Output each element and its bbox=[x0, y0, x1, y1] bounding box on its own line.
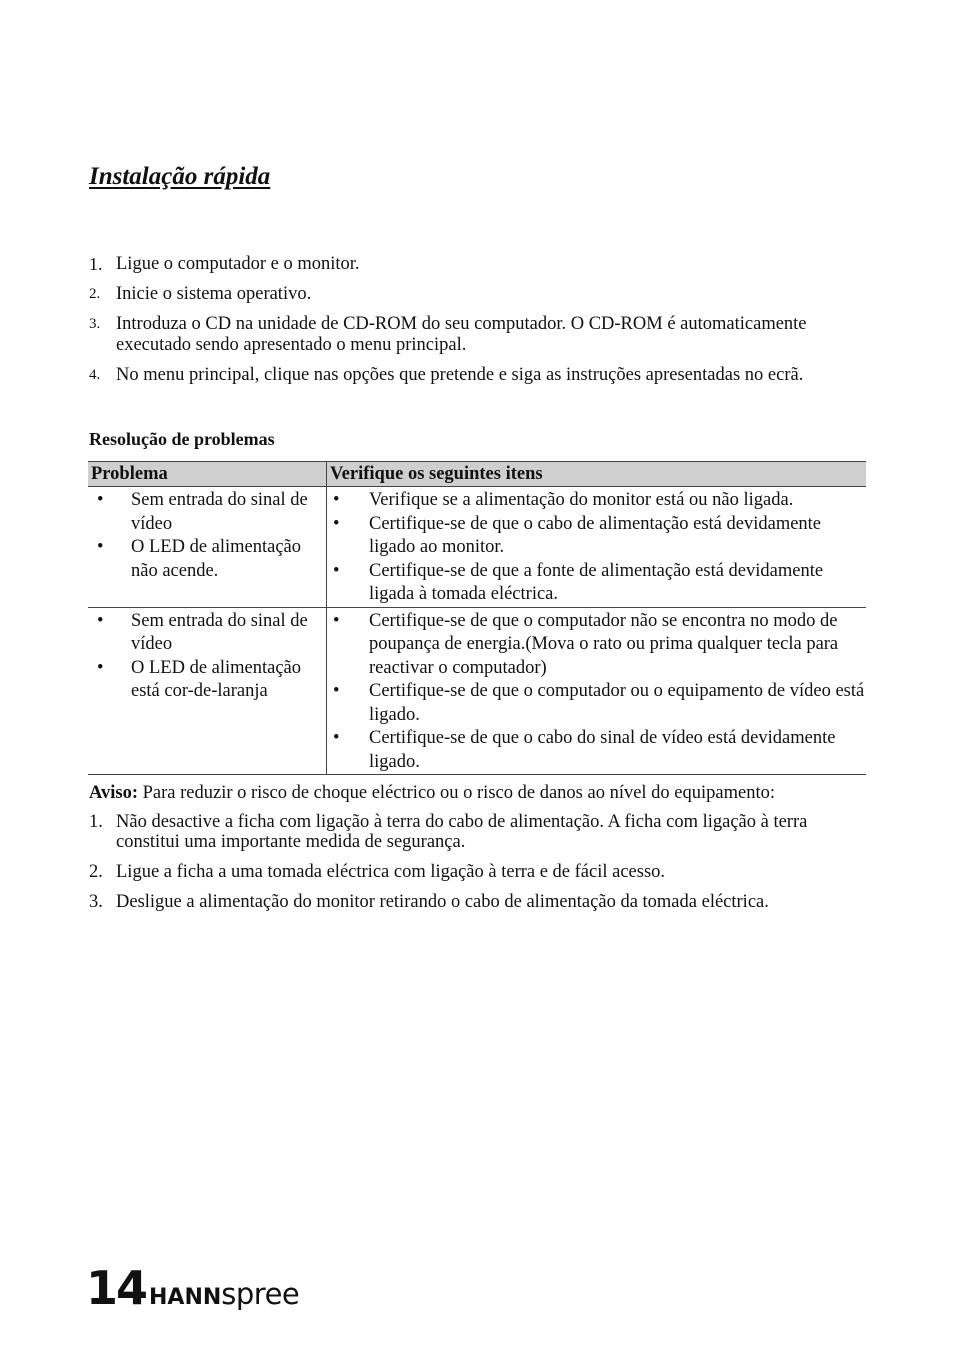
list-item bbox=[89, 812, 849, 852]
page-title: Instalação rápida bbox=[89, 163, 271, 190]
list-item bbox=[89, 365, 869, 386]
note-number: 3. bbox=[89, 892, 103, 912]
column-header-problem: Problema bbox=[88, 462, 327, 487]
step-number: 1. bbox=[89, 254, 103, 274]
step-text: No menu principal, clique nas opções que pretende e siga as instruções apresentadas no ecrã. bbox=[116, 365, 804, 385]
page-number: 14 bbox=[86, 1261, 147, 1315]
brand-logo-bold: HANN bbox=[149, 1285, 222, 1310]
list-item bbox=[89, 892, 849, 912]
table-row bbox=[88, 607, 866, 775]
table-row bbox=[88, 487, 866, 608]
note-text: Não desactive a ficha com ligação à terra do cabo de alimentação. A ficha com ligação à terra constitui uma importante medida de segurança. bbox=[116, 812, 808, 852]
warning-list bbox=[89, 812, 849, 922]
check-cell bbox=[327, 487, 867, 608]
step-number: 4. bbox=[89, 367, 101, 383]
note-number: 2. bbox=[89, 862, 103, 882]
brand-logo-light: spree bbox=[221, 1277, 300, 1311]
check-item: • Certifique-se de que o cabo do sinal de vídeo está devidamente ligado. bbox=[327, 727, 866, 774]
troubleshooting-heading: Resolução de problemas bbox=[89, 429, 275, 449]
list-item bbox=[89, 314, 869, 356]
step-text: Introduza o CD na unidade de CD-ROM do seu computador. O CD-ROM é automaticamente executado sendo apresentado o menu principal. bbox=[116, 314, 807, 355]
check-item: • Certifique-se de que a fonte de alimentação está devidamente ligada à tomada eléctrica. bbox=[327, 560, 866, 607]
note-text: Ligue a ficha a uma tomada eléctrica com ligação à terra e de fácil acesso. bbox=[116, 862, 666, 882]
step-number: 3. bbox=[89, 316, 101, 332]
warning-label: Aviso: bbox=[89, 783, 138, 803]
problem-cell bbox=[88, 487, 327, 608]
problem-item: • Sem entrada do sinal de vídeo bbox=[88, 489, 326, 536]
problem-item: • O LED de alimentação está cor-de-laranja bbox=[88, 657, 326, 704]
problem-item: • Sem entrada do sinal de vídeo bbox=[88, 610, 326, 657]
brand-logo bbox=[149, 1276, 299, 1317]
step-text: Inicie o sistema operativo. bbox=[116, 284, 312, 304]
list-item bbox=[89, 254, 869, 275]
list-item bbox=[89, 284, 869, 305]
step-number: 2. bbox=[89, 286, 101, 302]
problem-cell bbox=[88, 607, 327, 775]
check-cell bbox=[327, 607, 867, 775]
check-item: • Certifique-se de que o cabo de alimentação está devidamente ligado ao monitor. bbox=[327, 513, 866, 560]
troubleshooting-table bbox=[88, 461, 866, 775]
step-text: Ligue o computador e o monitor. bbox=[116, 254, 360, 274]
note-number: 1. bbox=[89, 812, 103, 832]
list-item bbox=[89, 862, 849, 882]
check-item: • Certifique-se de que o computador ou o equipamento de vídeo está ligado. bbox=[327, 680, 866, 727]
column-header-check: Verifique os seguintes itens bbox=[327, 462, 867, 487]
table-header-row bbox=[88, 462, 866, 487]
note-text: Desligue a alimentação do monitor retirando o cabo de alimentação da tomada eléctrica. bbox=[116, 892, 769, 912]
problem-item: • O LED de alimentação não acende. bbox=[88, 536, 326, 583]
check-item: • Certifique-se de que o computador não se encontra no modo de poupança de energia.(Mova o rato ou prima qualquer tecla para reactivar o computador) bbox=[327, 610, 866, 681]
warning-body: Para reduzir o risco de choque eléctrico ou o risco de danos ao nível do equipamento: bbox=[138, 783, 776, 803]
check-item: • Verifique se a alimentação do monitor está ou não ligada. bbox=[327, 489, 866, 513]
installation-steps bbox=[89, 254, 869, 395]
warning-text bbox=[89, 782, 775, 804]
